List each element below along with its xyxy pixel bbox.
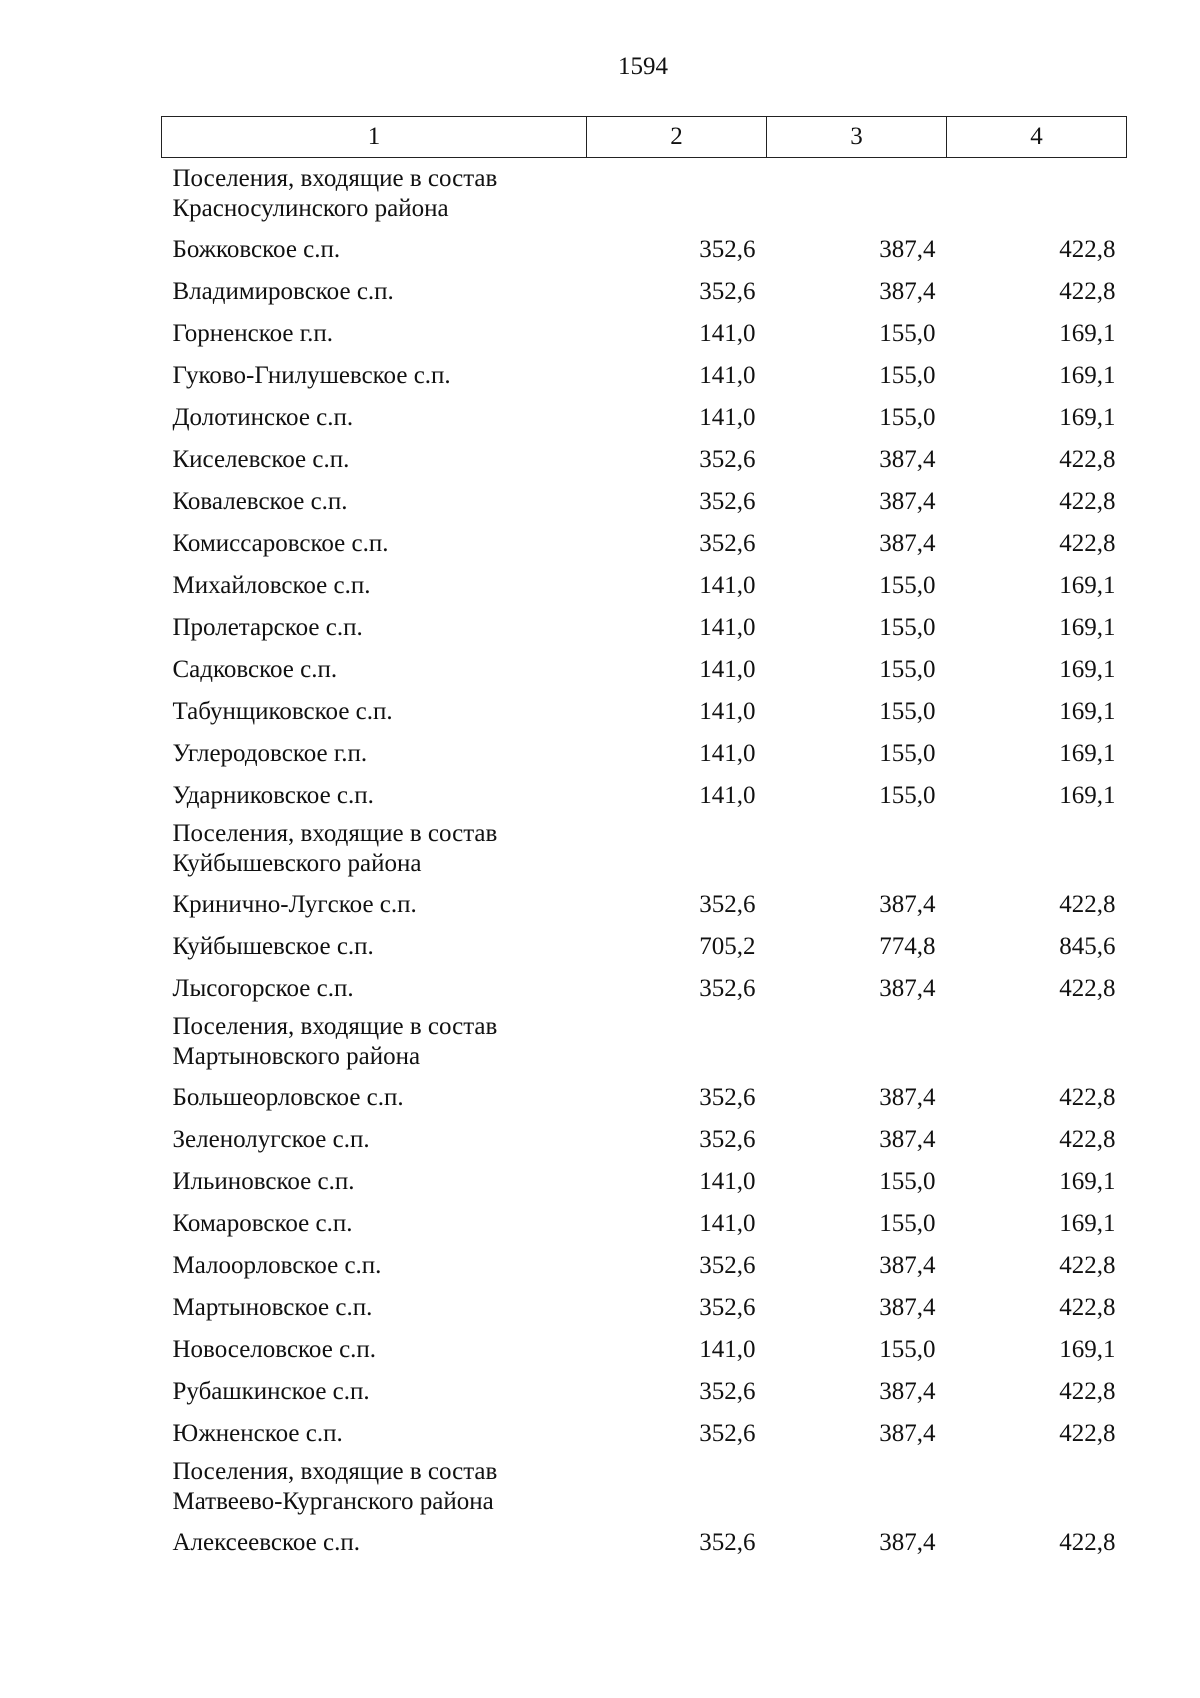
settlement-name: Зеленолугское с.п. xyxy=(172,1126,370,1153)
value-col-2: 141,0 xyxy=(699,362,756,389)
group-heading-row xyxy=(162,158,1127,230)
value-col-4: 169,1 xyxy=(1059,572,1116,599)
value-col-4: 169,1 xyxy=(1059,740,1116,767)
value-col-2: 141,0 xyxy=(699,740,756,767)
value-col-2: 352,6 xyxy=(699,1378,756,1405)
value-col-4: 169,1 xyxy=(1059,362,1116,389)
value-col-4: 169,1 xyxy=(1059,1168,1116,1195)
value-col-2: 141,0 xyxy=(699,698,756,725)
settlement-name: Куйбышевское с.п. xyxy=(172,933,374,960)
value-col-4: 169,1 xyxy=(1059,782,1116,809)
settlement-name: Владимировское с.п. xyxy=(172,278,394,305)
table-row xyxy=(162,229,1127,271)
value-col-3: 387,4 xyxy=(879,1294,936,1321)
header-col-1: 1 xyxy=(162,117,587,158)
group-heading xyxy=(162,1010,1127,1077)
value-col-2: 141,0 xyxy=(699,572,756,599)
group-heading-line: Поселения, входящие в состав xyxy=(172,1458,498,1485)
group-heading-line: Матвеево-Курганского района xyxy=(172,1488,494,1515)
table-row xyxy=(162,1203,1127,1245)
value-col-3: 155,0 xyxy=(879,362,936,389)
value-col-4: 422,8 xyxy=(1059,488,1116,515)
table-row xyxy=(162,439,1127,481)
value-col-2: 352,6 xyxy=(699,1420,756,1447)
value-col-2: 141,0 xyxy=(699,404,756,431)
table-row xyxy=(162,926,1127,968)
value-col-2: 352,6 xyxy=(699,278,756,305)
value-col-2: 352,6 xyxy=(699,1294,756,1321)
table-row xyxy=(162,1245,1127,1287)
settlement-name: Садковское с.п. xyxy=(172,656,338,683)
value-col-3: 387,4 xyxy=(879,530,936,557)
value-col-3: 155,0 xyxy=(879,320,936,347)
value-col-4: 422,8 xyxy=(1059,1084,1116,1111)
group-heading-line: Поселения, входящие в состав xyxy=(172,165,498,192)
value-col-3: 387,4 xyxy=(879,236,936,263)
value-col-3: 387,4 xyxy=(879,1252,936,1279)
settlement-name: Киселевское с.п. xyxy=(172,446,350,473)
settlement-name: Рубашкинское с.п. xyxy=(172,1378,370,1405)
group-heading-row xyxy=(162,1455,1127,1522)
table-body xyxy=(162,158,1127,1565)
value-col-3: 774,8 xyxy=(879,933,936,960)
table-row xyxy=(162,565,1127,607)
header-col-3: 3 xyxy=(767,117,947,158)
settlement-name: Комаровское с.п. xyxy=(172,1210,353,1237)
value-col-2: 141,0 xyxy=(699,782,756,809)
value-col-2: 141,0 xyxy=(699,614,756,641)
value-col-3: 387,4 xyxy=(879,891,936,918)
table-row xyxy=(162,691,1127,733)
value-col-2: 352,6 xyxy=(699,488,756,515)
value-col-4: 422,8 xyxy=(1059,891,1116,918)
table-row xyxy=(162,1522,1127,1564)
table-row xyxy=(162,884,1127,926)
settlement-name: Горненское г.п. xyxy=(172,320,334,347)
table-row xyxy=(162,397,1127,439)
value-col-2: 141,0 xyxy=(699,1336,756,1363)
value-col-3: 387,4 xyxy=(879,1529,936,1556)
value-col-2: 352,6 xyxy=(699,1252,756,1279)
settlement-name: Пролетарское с.п. xyxy=(172,614,363,641)
value-col-2: 352,6 xyxy=(699,975,756,1002)
value-col-3: 155,0 xyxy=(879,740,936,767)
value-col-4: 169,1 xyxy=(1059,404,1116,431)
value-col-4: 169,1 xyxy=(1059,320,1116,347)
value-col-4: 422,8 xyxy=(1059,1529,1116,1556)
table-row xyxy=(162,1287,1127,1329)
value-col-4: 169,1 xyxy=(1059,1336,1116,1363)
value-col-2: 352,6 xyxy=(699,1529,756,1556)
table-header xyxy=(162,117,1127,158)
value-col-3: 155,0 xyxy=(879,782,936,809)
table-row xyxy=(162,968,1127,1010)
value-col-3: 155,0 xyxy=(879,614,936,641)
group-heading-line: Красносулинского района xyxy=(172,195,449,222)
value-col-2: 352,6 xyxy=(699,236,756,263)
value-col-2: 352,6 xyxy=(699,446,756,473)
value-col-4: 422,8 xyxy=(1059,1378,1116,1405)
value-col-4: 422,8 xyxy=(1059,530,1116,557)
table-row xyxy=(162,775,1127,817)
settlement-name: Кринично-Лугское с.п. xyxy=(172,891,417,918)
settlement-name: Табунщиковское с.п. xyxy=(172,698,393,725)
value-col-3: 387,4 xyxy=(879,1126,936,1153)
value-col-4: 422,8 xyxy=(1059,975,1116,1002)
header-row xyxy=(162,117,1127,158)
value-col-3: 155,0 xyxy=(879,1210,936,1237)
value-col-4: 422,8 xyxy=(1059,1126,1116,1153)
value-col-2: 141,0 xyxy=(699,1210,756,1237)
group-heading xyxy=(162,158,1127,230)
value-col-2: 705,2 xyxy=(699,933,756,960)
value-col-4: 845,6 xyxy=(1059,933,1116,960)
value-col-2: 352,6 xyxy=(699,530,756,557)
value-col-4: 422,8 xyxy=(1059,1294,1116,1321)
settlement-name: Углеродовское г.п. xyxy=(172,740,368,767)
value-col-4: 422,8 xyxy=(1059,278,1116,305)
table-row xyxy=(162,1371,1127,1413)
table-row xyxy=(162,523,1127,565)
value-col-4: 422,8 xyxy=(1059,1420,1116,1447)
table-row xyxy=(162,313,1127,355)
value-col-4: 422,8 xyxy=(1059,446,1116,473)
value-col-2: 141,0 xyxy=(699,320,756,347)
value-col-4: 422,8 xyxy=(1059,1252,1116,1279)
value-col-3: 387,4 xyxy=(879,1420,936,1447)
value-col-3: 387,4 xyxy=(879,1378,936,1405)
value-col-3: 387,4 xyxy=(879,975,936,1002)
settlements-table xyxy=(161,116,1127,1564)
group-heading-row xyxy=(162,817,1127,884)
table-row xyxy=(162,1329,1127,1371)
value-col-4: 169,1 xyxy=(1059,698,1116,725)
page-number: 1594 xyxy=(618,53,668,80)
value-col-2: 352,6 xyxy=(699,1126,756,1153)
header-col-4: 4 xyxy=(947,117,1127,158)
table-row xyxy=(162,1161,1127,1203)
table-row xyxy=(162,271,1127,313)
value-col-3: 155,0 xyxy=(879,656,936,683)
table-row xyxy=(162,649,1127,691)
value-col-2: 141,0 xyxy=(699,1168,756,1195)
value-col-4: 169,1 xyxy=(1059,1210,1116,1237)
value-col-2: 141,0 xyxy=(699,656,756,683)
settlement-name: Комиссаровское с.п. xyxy=(172,530,389,557)
value-col-4: 422,8 xyxy=(1059,236,1116,263)
settlement-name: Ковалевское с.п. xyxy=(172,488,348,515)
group-heading xyxy=(162,1455,1127,1522)
settlement-name: Лысогорское с.п. xyxy=(172,975,354,1002)
value-col-3: 155,0 xyxy=(879,1336,936,1363)
table-row xyxy=(162,481,1127,523)
value-col-3: 387,4 xyxy=(879,1084,936,1111)
group-heading-line: Поселения, входящие в состав xyxy=(172,820,498,847)
settlement-name: Южненское с.п. xyxy=(172,1420,343,1447)
settlement-name: Гуково-Гнилушевское с.п. xyxy=(172,362,451,389)
settlement-name: Малоорловское с.п. xyxy=(172,1252,382,1279)
settlement-name: Долотинское с.п. xyxy=(172,404,354,431)
table-row xyxy=(162,1119,1127,1161)
value-col-3: 387,4 xyxy=(879,488,936,515)
header-col-2: 2 xyxy=(587,117,767,158)
table-row xyxy=(162,355,1127,397)
settlement-name: Большеорловское с.п. xyxy=(172,1084,404,1111)
settlement-name: Божковское с.п. xyxy=(172,236,341,263)
value-col-2: 352,6 xyxy=(699,891,756,918)
group-heading-line: Поселения, входящие в состав xyxy=(172,1013,498,1040)
value-col-4: 169,1 xyxy=(1059,614,1116,641)
table-row xyxy=(162,733,1127,775)
value-col-3: 155,0 xyxy=(879,404,936,431)
table-row xyxy=(162,1413,1127,1455)
value-col-4: 169,1 xyxy=(1059,656,1116,683)
value-col-3: 155,0 xyxy=(879,1168,936,1195)
table-row xyxy=(162,607,1127,649)
settlement-name: Ударниковское с.п. xyxy=(172,782,374,809)
settlement-name: Мартыновское с.п. xyxy=(172,1294,373,1321)
settlement-name: Михайловское с.п. xyxy=(172,572,371,599)
settlement-name: Ильиновское с.п. xyxy=(172,1168,355,1195)
group-heading xyxy=(162,817,1127,884)
value-col-3: 387,4 xyxy=(879,278,936,305)
group-heading-line: Мартыновского района xyxy=(172,1043,421,1070)
value-col-3: 387,4 xyxy=(879,446,936,473)
settlement-name: Алексеевское с.п. xyxy=(172,1529,360,1556)
table-row xyxy=(162,1077,1127,1119)
group-heading-line: Куйбышевского района xyxy=(172,850,422,877)
value-col-2: 352,6 xyxy=(699,1084,756,1111)
group-heading-row xyxy=(162,1010,1127,1077)
value-col-3: 155,0 xyxy=(879,572,936,599)
settlement-name: Новоселовское с.п. xyxy=(172,1336,377,1363)
value-col-3: 155,0 xyxy=(879,698,936,725)
